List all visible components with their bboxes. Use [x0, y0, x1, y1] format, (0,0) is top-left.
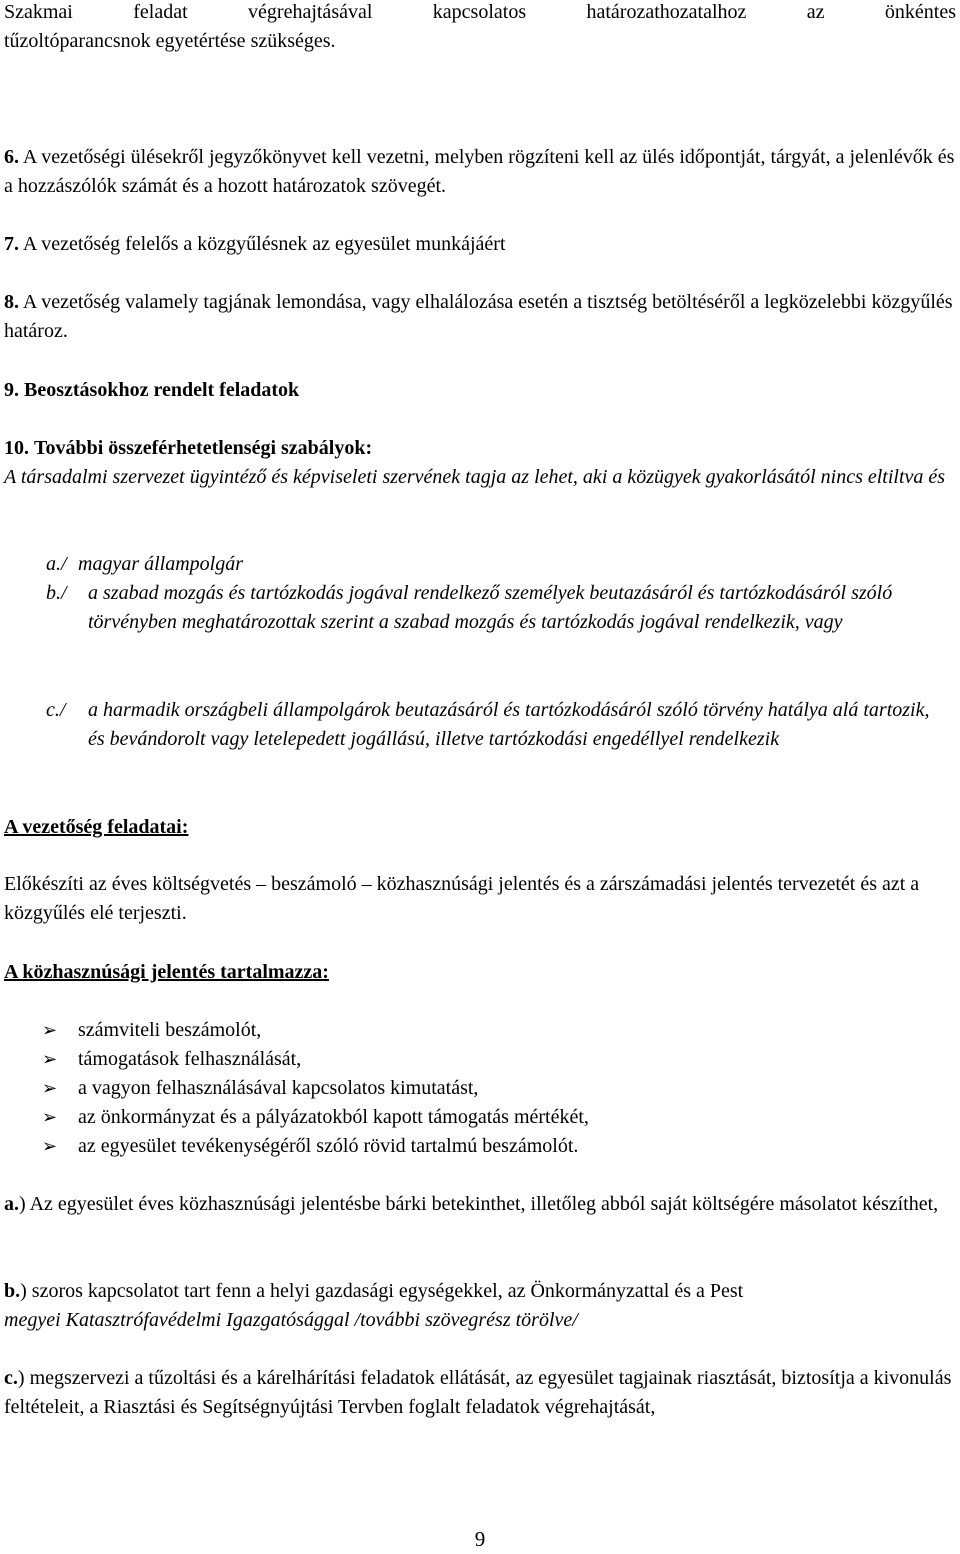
report-heading: A közhasznúsági jelentés tartalmazza:	[4, 961, 329, 983]
list-item	[0, 1103, 940, 1132]
arrow-bullet-icon: ➢	[42, 1078, 58, 1098]
item-10-number: 10.	[4, 437, 29, 459]
item-7-number: 7.	[4, 233, 19, 255]
page-number: 9	[474, 1527, 486, 1551]
point-a-paren: )	[19, 1193, 26, 1215]
list-item-text: számviteli beszámolót,	[78, 1019, 262, 1041]
condition-c	[46, 696, 946, 754]
intro-line-2: tűzoltóparancsnok egyetértése szükséges.	[4, 30, 336, 52]
point-b-paren: )	[20, 1280, 27, 1302]
condition-a	[46, 550, 946, 579]
item-9	[4, 376, 956, 405]
item-9-text: Beosztásokhoz rendelt feladatok	[24, 379, 300, 401]
item-9-number: 9.	[4, 379, 19, 401]
condition-c-text: a harmadik országbeli állampolgárok beutazásáról és tartózkodásáról szóló törvény hatálya alá tartozik, és bevándorolt vagy letelepedett jogállású, illetve tartózkodási engedéllyel rendelkezik	[88, 699, 930, 750]
condition-b-label: b./	[46, 582, 67, 604]
list-item	[0, 1016, 940, 1045]
condition-b	[46, 579, 946, 637]
condition-c-label: c./	[46, 699, 66, 721]
point-c-paren: )	[17, 1367, 25, 1389]
item-10	[4, 434, 956, 492]
list-item-text: az önkormányzat és a pályázatokból kapott támogatás mértékét,	[78, 1106, 589, 1128]
list-item	[0, 1132, 940, 1161]
duties-paragraph: Előkészíti az éves költségvetés – beszámoló – közhasznúsági jelentés és a zárszámadási jelentés tervezetét és azt a közgyűlés elé terjeszti.	[4, 873, 920, 924]
point-a	[4, 1190, 956, 1219]
list-item	[0, 1074, 940, 1103]
arrow-bullet-icon: ➢	[42, 1049, 58, 1069]
point-b-text: szoros kapcsolatot tart fenn a helyi gazdasági egységekkel, az Önkormányzattal és a Pest	[31, 1280, 744, 1302]
arrow-bullet-icon: ➢	[42, 1020, 58, 1040]
point-a-text: Az egyesület éves közhasznúsági jelentésbe bárki betekinthet, illetőleg abból saját költségére másolatot készíthet,	[29, 1193, 939, 1215]
item-8-number: 8.	[4, 291, 19, 313]
list-item	[0, 1045, 940, 1074]
intro-line-1: Szakmai feladat végrehajtásával kapcsolatos határozathozatalhoz az önkéntes	[4, 1, 956, 23]
item-6-text: A vezetőségi ülésekről jegyzőkönyvet kell vezetni, melyben rögzíteni kell az ülés időpontját, tárgyát, a jelenlévők és a hozzászólók számát és a hozott határozatok szövegét.	[4, 146, 955, 197]
point-b-italic-text: megyei Katasztrófavédelmi Igazgatósággal /további szövegrész törölve/	[4, 1309, 578, 1331]
item-10-body: A társadalmi szervezet ügyintéző és képviseleti szervének tagja az lehet, aki a közügyek gyakorlásától nincs eltiltva és	[4, 466, 946, 488]
item-7	[4, 230, 956, 259]
list-item-text: az egyesület tevékenységéről szóló rövid tartalmú beszámolót.	[78, 1135, 579, 1157]
arrow-bullet-icon: ➢	[42, 1107, 58, 1127]
point-a-label: a.	[4, 1193, 19, 1215]
item-6-number: 6.	[4, 146, 19, 168]
item-8	[4, 288, 956, 346]
point-b-label: b.	[4, 1280, 21, 1302]
item-8-text: A vezetőség valamely tagjának lemondása, vagy elhalálozása esetén a tisztség betöltéséről a legközelebbi közgyűlés határoz.	[4, 291, 953, 342]
item-10-heading: További összeférhetetlenségi szabályok:	[34, 437, 373, 459]
item-6	[4, 143, 956, 201]
point-c-label: c.	[4, 1367, 18, 1389]
point-b	[4, 1277, 956, 1335]
condition-b-text: a szabad mozgás és tartózkodás jogával rendelkező személyek beutazásáról és tartózkodásáról szóló törvényben meghatározottak szerint a szabad mozgás és tartózkodás jogával rendelkezik, vagy	[88, 582, 893, 633]
point-c	[4, 1364, 956, 1422]
list-item-text: a vagyon felhasználásával kapcsolatos kimutatást,	[78, 1077, 479, 1099]
arrow-bullet-icon: ➢	[42, 1136, 58, 1156]
duties-heading: A vezetőség feladatai:	[4, 816, 189, 838]
point-c-text: megszervezi a tűzoltási és a kárelhárítási feladatok ellátását, az egyesület tagjainak riasztását, biztosítja a kivonulás feltételeit, a Riasztási és Segítségnyújtási Tervben foglalt feladatok végrehajtását,	[4, 1367, 952, 1418]
item-7-text: A vezetőség felelős a közgyűlésnek az egyesület munkájáért	[22, 233, 506, 255]
condition-a-label: a./	[46, 553, 67, 575]
condition-a-text: magyar állampolgár	[78, 553, 243, 575]
list-item-text: támogatások felhasználását,	[78, 1048, 302, 1070]
